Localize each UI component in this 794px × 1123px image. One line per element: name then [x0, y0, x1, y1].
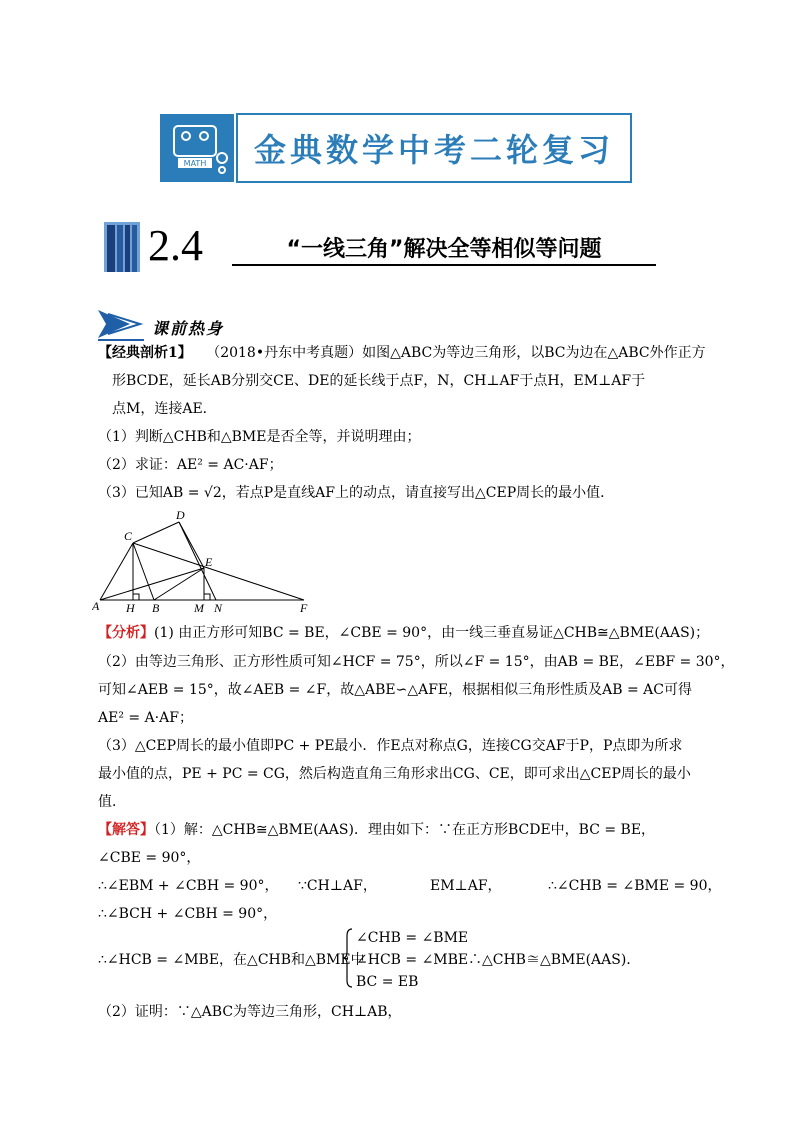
system-brace-icon [343, 928, 353, 988]
question-2: （2）求证：AE² = AC·AF； [98, 457, 283, 473]
logo-text: MATH [183, 159, 207, 168]
answer-line-3b: ∵CH⊥AF， [298, 878, 377, 894]
play-arrow-icon [96, 306, 146, 342]
label-H: H [126, 601, 135, 614]
analysis-line-6: 最小值的点，PE + PC = CG，然后构造直角三角形求出CG、CE，即可求出△CEP周长的最小 [98, 766, 691, 782]
analysis-text-1: (1) 由正方形可知BC = BE，∠CBE = 90°，由一线三垂直易证△CHB≅△BME(AAS)； [154, 625, 710, 641]
brace-eq-3: BC = EB [356, 974, 419, 990]
label-E: E [205, 555, 213, 569]
banner-title: 金典数学中考二轮复习 [253, 131, 614, 169]
answer-text-1: （1）解：△CHB≅△BME(AAS)．理由如下：∵在正方形BCDE中，BC = BE， [154, 822, 656, 838]
brace-eq-1: ∠CHB = ∠BME [356, 930, 469, 946]
answer-line-3a: ∴∠EBM + ∠CBH = 90°， [98, 878, 279, 894]
analysis-line-1 [98, 623, 709, 643]
answer-line-5a: ∴∠HCB = ∠MBE，在△CHB和△BME中 [98, 952, 365, 968]
analysis-tag: 【分析】 [98, 625, 154, 641]
section-bars-icon [104, 222, 140, 272]
analysis-line-5: （3）△CEP周长的最小值即PC + PE最小．作E点对称点G，连接CG交AF于P，P点即为所求 [98, 738, 683, 754]
math-logo-icon [160, 114, 234, 182]
label-F: F [300, 601, 308, 614]
label-D: D [176, 508, 185, 522]
geometry-figure [92, 508, 322, 614]
answer-line-6: （2）证明：∵△ABC为等边三角形，CH⊥AB， [98, 1004, 402, 1020]
section-title: “一线三角”解决全等相似等问题 [232, 236, 656, 266]
problem-tag: 【经典剖析1】 [98, 345, 192, 361]
question-1: （1）判断△CHB和△BME是否全等，并说明理由； [98, 429, 421, 445]
problem-line-3: 点M，连接AE． [112, 401, 217, 417]
label-N: N [214, 601, 223, 614]
answer-line-3c: EM⊥AF， [430, 878, 502, 894]
answer-tag: 【解答】 [98, 822, 154, 838]
section-number: 2.4 [148, 221, 203, 270]
problem-text-1: 如图△ABC为等边三角形，以BC为边在△ABC外作正方 [362, 345, 706, 361]
problem-line-1 [98, 343, 706, 363]
brace-eq-2: ∠HCB = ∠MBE [356, 952, 469, 968]
problem-line-2: 形BCDE，延长AB分别交CE、DE的延长线于点F，N，CH⊥AF于点H，EM⊥AF于 [112, 373, 646, 389]
analysis-line-7: 值． [98, 794, 126, 810]
answer-line-5b: ．∴△CHB≅△BME(AAS)． [454, 952, 641, 968]
warmup-label: 课前热身 [152, 319, 225, 338]
label-M: M [194, 601, 204, 614]
problem-source: （2018•丹东中考真题） [206, 345, 363, 361]
analysis-line-4: AE² = A·AF； [98, 710, 193, 726]
question-3: （3）已知AB = √2，若点P是直线AF上的动点，请直接写出△CEP周长的最小值． [98, 485, 615, 501]
label-A: A [92, 599, 100, 613]
banner [236, 113, 632, 183]
analysis-line-3: 可知∠AEB = 15°，故∠AEB = ∠F，故△ABE∽△AFE，根据相似三角形性质及AB = AC可得 [98, 682, 692, 698]
answer-line-2: ∠CBE = 90°， [98, 850, 201, 866]
analysis-line-2: （2）由等边三角形、正方形性质可知∠HCF = 75°，所以∠F = 15°，由AB = BE，∠EBF = 30°， [98, 654, 735, 670]
answer-line-1 [98, 820, 655, 840]
label-C: C [124, 529, 133, 543]
label-B: B [152, 601, 160, 614]
answer-line-3d: ∴∠CHB = ∠BME = 90， [548, 878, 722, 894]
answer-line-4: ∴∠BCH + ∠CBH = 90°， [98, 906, 278, 922]
